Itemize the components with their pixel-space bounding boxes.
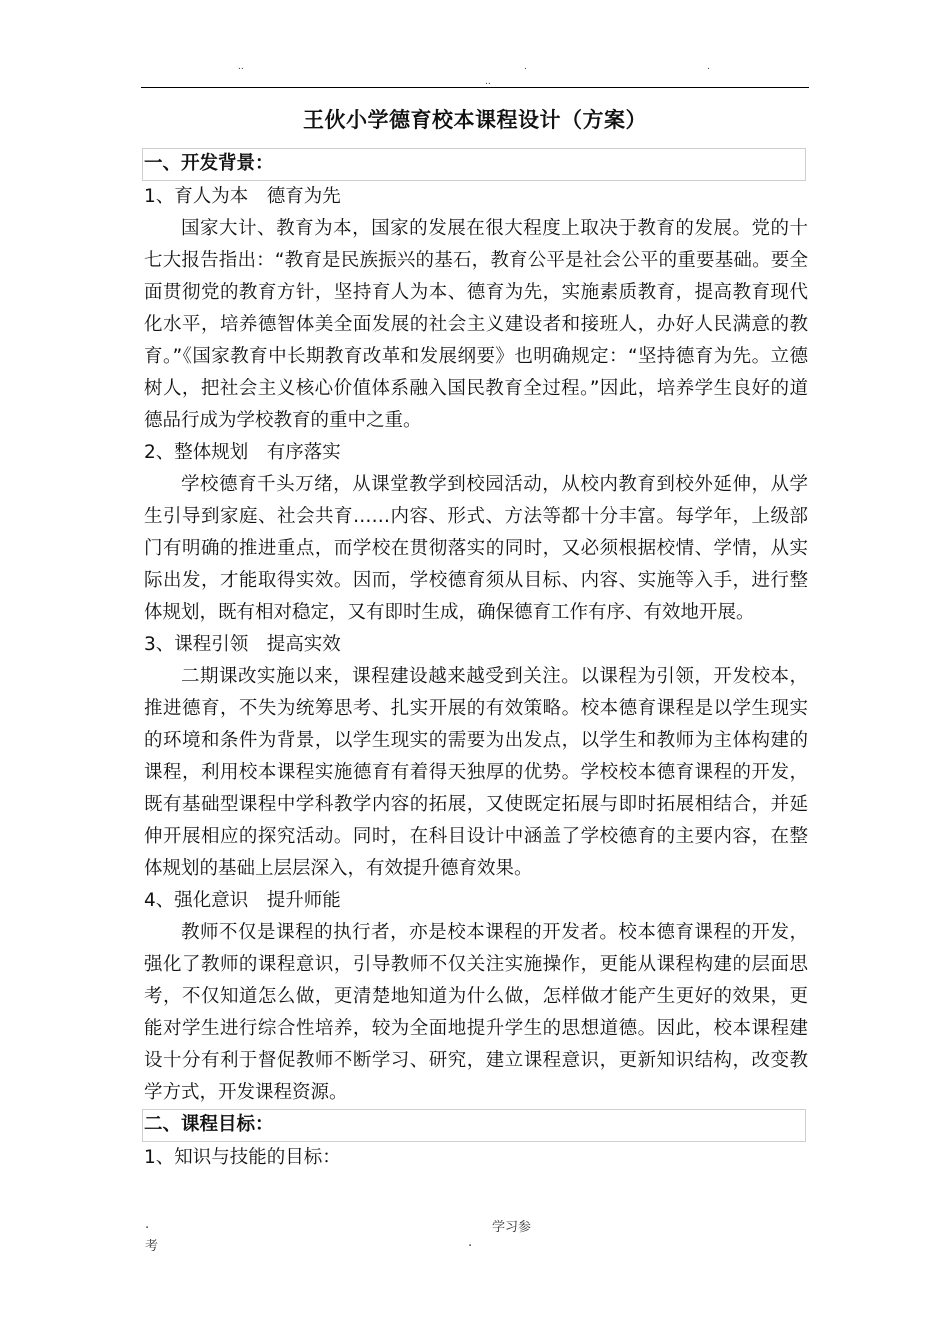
subsection-heading-3: 3、课程引领 提高实效 <box>144 634 341 655</box>
footer-study-text: 学习参 <box>492 1220 532 1235</box>
paragraph-2: 学校德育千头万绪，从课堂教学到校园活动，从校内教育到校外延伸，从学生引导到家庭、社会共育……内容、形式、方法等都十分丰富。每学年，上级部门有明确的推进重点，而学校在贯彻落实的同时，又必须根据校情、学情，从实际出发，才能取得实效。因而，学校德育须从目标、内容、实施等入手，进行整体规划，既有相对稳定，又有即时生成，确保德育工作有序、有效地开展。 <box>144 474 808 623</box>
footer-char: 考 <box>145 1239 159 1254</box>
paragraph-4: 教师不仅是课程的执行者，亦是校本课程的开发者。校本德育课程的开发，强化了教师的课程意识，引导教师不仅关注实施操作，更能从课程构建的层面思考，不仅知道怎么做，更清楚地知道为什么做，怎样做才能产生更好的效果，更能对学生进行综合性培养，较为全面地提升学生的思想道德。因此，校本课程建设十分有利于督促教师不断学习、研究，建立课程意识，更新知识结构，改变教学方式，开发课程资源。 <box>144 922 808 1103</box>
section-heading-background: 一、开发背景： <box>142 148 806 181</box>
header-mark-under: .. <box>485 77 491 87</box>
subsection-heading-2: 2、整体规划 有序落实 <box>144 442 341 463</box>
paragraph-3: 二期课改实施以来，课程建设越来越受到关注。以课程为引领，开发校本，推进德育，不失为统筹思考、扎实开展的有效策略。校本德育课程是以学生现实的环境和条件为背景，以学生现实的需要为出发点，以学生和教师为主体构建的课程，利用校本课程实施德育有着得天独厚的优势。学校校本德育课程的开发，既有基础型课程中学科教学内容的拓展，又使既定拓展与即时拓展相结合，并延伸开展相应的探究活动。同时，在科目设计中涵盖了学校德育的主要内容，在整体规划的基础上层层深入，有效提升德育效果。 <box>144 666 808 879</box>
footer-dot-bottom: . <box>468 1235 473 1250</box>
subsection-heading-4: 4、强化意识 提升师能 <box>144 890 341 911</box>
document-body <box>144 148 808 1174</box>
subsection-heading-1: 1、育人为本 德育为先 <box>144 186 341 207</box>
subsection-heading-knowledge: 1、知识与技能的目标： <box>144 1147 341 1168</box>
section-heading-goals: 二、课程目标： <box>142 1109 806 1142</box>
page-title: 王伙小学德育校本课程设计（方案） <box>303 108 647 132</box>
header-mark-center: . <box>524 62 527 72</box>
header-rule <box>141 87 809 88</box>
paragraph-1: 国家大计、教育为本，国家的发展在很大程度上取决于教育的发展。党的十七大报告指出：“教育是民族振兴的基石，教育公平是社会公平的重要基础。要全面贯彻党的教育方针，坚持育人为本、德育为先，实施素质教育，提高教育现代化水平，培养德智体美全面发展的社会主义建设者和接班人，办好人民满意的教育。”《国家教育中长期教育改革和发展纲要》也明确规定：“坚持德育为先。立德树人，把社会主义核心价值体系融入国民教育全过程。”因此，培养学生良好的道德品行成为学校教育的重中之重。 <box>144 218 808 431</box>
header-mark-right: . <box>707 62 710 72</box>
header-mark-left: .. <box>238 62 244 72</box>
footer-dot-left: . <box>145 1217 150 1232</box>
